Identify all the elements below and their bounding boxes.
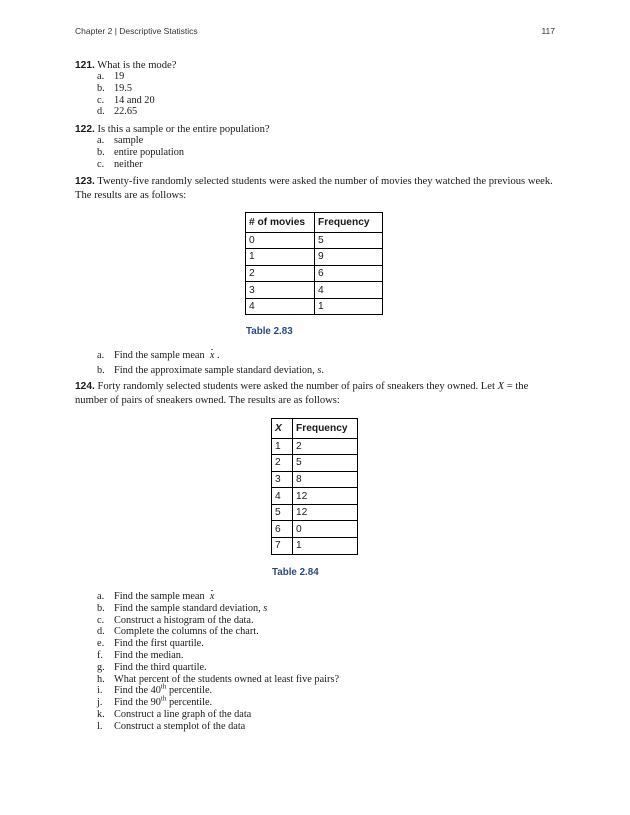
table-cell: 0 bbox=[293, 521, 358, 538]
list-item bbox=[97, 662, 339, 674]
option-text: sample bbox=[114, 135, 144, 146]
option-text: Find the 90 bbox=[114, 697, 161, 709]
question-number: 121. bbox=[75, 60, 95, 71]
option-letter: c. bbox=[97, 158, 105, 170]
option-text: neither bbox=[114, 158, 143, 170]
question-text-cont: = the number of pairs of sneakers owned. The results are as follows: bbox=[75, 381, 529, 406]
option-letter: a. bbox=[97, 350, 105, 361]
option-text: Find the approximate sample standard deviation, bbox=[114, 364, 315, 376]
option-text: Find the sample standard deviation, bbox=[114, 602, 261, 614]
table-cell: 6 bbox=[315, 265, 383, 282]
table-cell: 5 bbox=[293, 455, 358, 472]
option-letter: b. bbox=[97, 82, 105, 94]
table-cell: 3 bbox=[246, 282, 315, 299]
table-cell: 5 bbox=[315, 232, 383, 249]
question-text: What is the mode? bbox=[97, 60, 177, 71]
option-text: Find the median. bbox=[114, 649, 184, 661]
option-letter: f. bbox=[97, 649, 104, 661]
question-121-options bbox=[97, 71, 155, 118]
x-bar-symbol: x bbox=[209, 350, 215, 361]
table-cell: 12 bbox=[293, 488, 358, 505]
table-cell: 4 bbox=[272, 488, 293, 505]
table-row bbox=[272, 455, 358, 472]
table-row bbox=[272, 521, 358, 538]
table-cell: 9 bbox=[315, 249, 383, 266]
list-item bbox=[97, 682, 339, 697]
option-text: Complete the columns of the chart. bbox=[114, 626, 259, 638]
table-cell: 1 bbox=[315, 298, 383, 315]
option-letter: k. bbox=[97, 708, 105, 720]
option-letter: b. bbox=[97, 364, 105, 376]
option-letter: b. bbox=[97, 602, 105, 614]
option-text-end: percentile. bbox=[166, 697, 213, 709]
table-cell: 1 bbox=[272, 438, 293, 455]
table-cell: 2 bbox=[293, 438, 358, 455]
list-item bbox=[97, 83, 155, 95]
running-header-chapter: Chapter 2 | Descriptive Statistics bbox=[75, 26, 198, 36]
table-row bbox=[272, 504, 358, 521]
option-letter: c. bbox=[97, 614, 105, 626]
table-header: Frequency bbox=[315, 213, 383, 233]
table-cell: 4 bbox=[246, 298, 315, 315]
table-row bbox=[272, 538, 358, 555]
list-item bbox=[97, 135, 184, 147]
table-header: # of movies bbox=[246, 213, 315, 233]
table-cell: 8 bbox=[293, 471, 358, 488]
option-text: 19 bbox=[114, 71, 125, 82]
question-text: Forty randomly selected students were asked the number of pairs of sneakers they owned. Let bbox=[97, 381, 495, 392]
option-end: . bbox=[216, 350, 220, 361]
table-cell: 1 bbox=[246, 249, 315, 266]
table-caption: Table 2.83 bbox=[246, 326, 293, 337]
question-124 bbox=[75, 380, 557, 407]
table-row bbox=[246, 298, 383, 315]
table-row bbox=[272, 438, 358, 455]
table-header: X bbox=[272, 419, 293, 439]
list-item bbox=[97, 674, 339, 686]
table-cell: 0 bbox=[246, 232, 315, 249]
s-symbol: s bbox=[263, 602, 268, 614]
option-letter: h. bbox=[97, 673, 105, 685]
question-number: 122. bbox=[75, 124, 95, 135]
table-header: Frequency bbox=[293, 419, 358, 439]
option-text: 14 and 20 bbox=[114, 94, 155, 106]
option-letter: i. bbox=[97, 685, 103, 697]
list-item bbox=[97, 365, 324, 377]
list-item bbox=[97, 106, 155, 118]
table-cell: 3 bbox=[272, 471, 293, 488]
option-letter: l. bbox=[97, 720, 103, 732]
movies-frequency-table bbox=[245, 212, 383, 315]
option-text: Find the third quartile. bbox=[114, 661, 207, 673]
table-caption: Table 2.84 bbox=[272, 567, 319, 578]
table-row bbox=[246, 232, 383, 249]
question-number: 123. bbox=[75, 176, 95, 187]
option-text: Construct a stemplot of the data bbox=[114, 720, 246, 732]
table-cell: 1 bbox=[293, 538, 358, 555]
table-cell: 5 bbox=[272, 504, 293, 521]
option-text: Find the 40 bbox=[114, 685, 161, 697]
option-letter: j. bbox=[97, 697, 103, 709]
question-text: Twenty-five randomly selected students were asked the number of movies they watched the previous week. The results are as follows: bbox=[75, 176, 553, 201]
table-row bbox=[246, 282, 383, 299]
list-item bbox=[97, 147, 184, 159]
option-letter: b. bbox=[97, 146, 105, 158]
list-item bbox=[97, 603, 339, 615]
option-letter: d. bbox=[97, 106, 105, 118]
variable-x: X bbox=[497, 381, 505, 392]
page-number: 117 bbox=[541, 26, 555, 36]
option-text: Find the first quartile. bbox=[114, 638, 204, 650]
option-text: Construct a histogram of the data. bbox=[114, 614, 254, 626]
s-symbol: s bbox=[317, 364, 322, 376]
ordinal-suffix: th bbox=[160, 682, 167, 691]
option-letter: a. bbox=[97, 71, 105, 82]
option-letter: e. bbox=[97, 638, 105, 650]
list-item bbox=[97, 721, 339, 733]
table-cell: 7 bbox=[272, 538, 293, 555]
list-item bbox=[97, 159, 184, 171]
option-end: . bbox=[321, 364, 324, 376]
question-122-options bbox=[97, 135, 184, 170]
question-number: 124. bbox=[75, 381, 95, 392]
option-text: 19.5 bbox=[114, 82, 133, 94]
table-cell: 2 bbox=[272, 455, 293, 472]
list-item bbox=[97, 709, 339, 721]
list-item bbox=[97, 626, 339, 638]
table-cell: 12 bbox=[293, 504, 358, 521]
list-item bbox=[97, 615, 339, 627]
table-row bbox=[272, 471, 358, 488]
option-text: entire population bbox=[114, 146, 185, 158]
sneakers-frequency-table bbox=[271, 418, 358, 555]
table-cell: 6 bbox=[272, 521, 293, 538]
question-123 bbox=[75, 175, 557, 202]
option-text: Construct a line graph of the data bbox=[114, 708, 252, 720]
x-bar-symbol: x bbox=[209, 591, 215, 602]
list-item bbox=[97, 71, 155, 83]
table-row bbox=[246, 265, 383, 282]
list-item bbox=[97, 650, 339, 662]
option-letter: d. bbox=[97, 626, 105, 638]
list-item bbox=[97, 350, 324, 362]
option-text: Find the sample mean bbox=[114, 350, 205, 361]
list-item bbox=[97, 694, 339, 709]
question-124-options bbox=[97, 591, 339, 733]
option-text: What percent of the students owned at least five pairs? bbox=[114, 673, 340, 685]
option-letter: a. bbox=[97, 591, 105, 602]
option-text: Find the sample mean bbox=[114, 591, 205, 602]
option-letter: a. bbox=[97, 135, 105, 146]
option-text: 22.65 bbox=[114, 106, 138, 118]
table-row bbox=[246, 249, 383, 266]
table-cell: 4 bbox=[315, 282, 383, 299]
question-text: Is this a sample or the entire population? bbox=[97, 124, 270, 135]
list-item bbox=[97, 95, 155, 107]
list-item bbox=[97, 638, 339, 650]
question-123-options bbox=[97, 350, 324, 377]
table-cell: 2 bbox=[246, 265, 315, 282]
option-text-end: percentile. bbox=[166, 685, 213, 697]
option-letter: g. bbox=[97, 661, 105, 673]
table-row bbox=[272, 488, 358, 505]
ordinal-suffix: th bbox=[160, 694, 167, 703]
option-letter: c. bbox=[97, 94, 105, 106]
list-item bbox=[97, 591, 339, 603]
